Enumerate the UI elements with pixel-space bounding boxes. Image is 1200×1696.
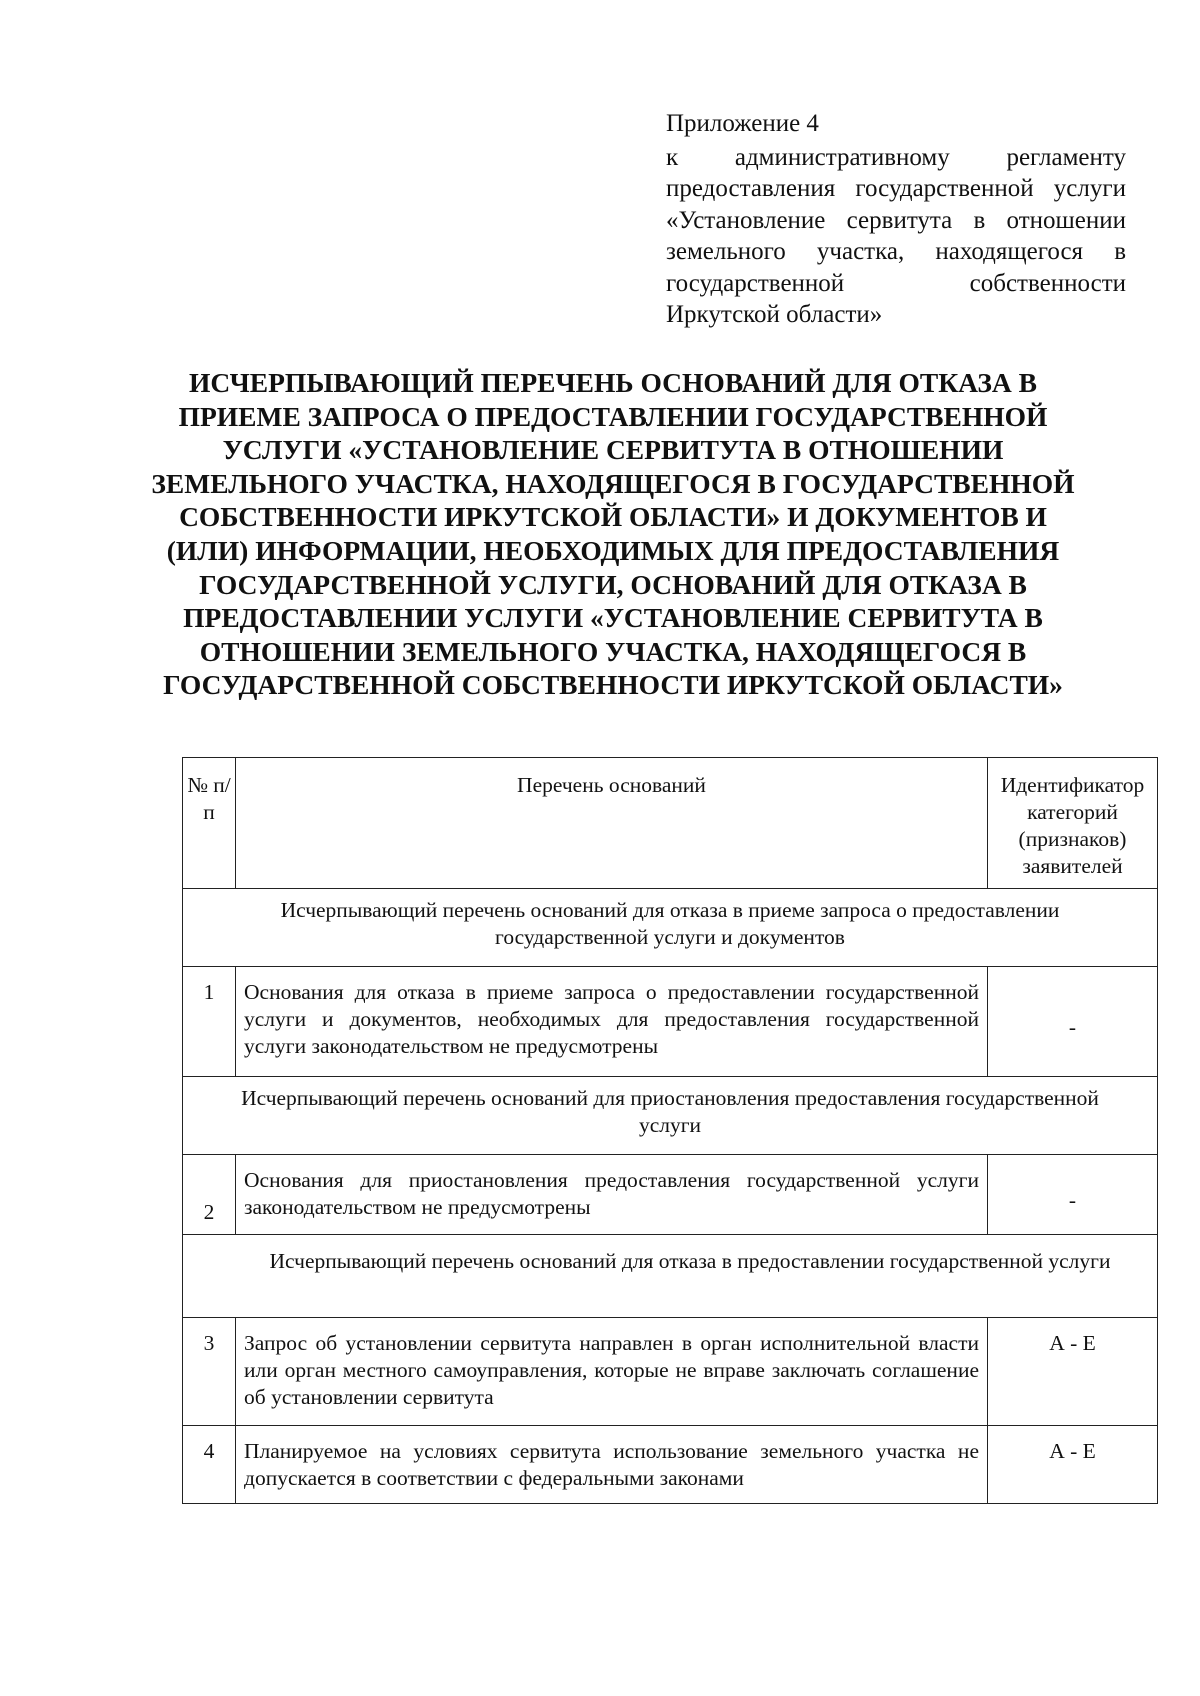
row-identifier: - bbox=[988, 1155, 1158, 1235]
row-reason: Планируемое на условиях сервитута использование земельного участка не допускается в соответствии с федеральными законами bbox=[236, 1426, 988, 1504]
section-row bbox=[183, 1235, 1158, 1318]
document-title: ИСЧЕРПЫВАЮЩИЙ ПЕРЕЧЕНЬ ОСНОВАНИЙ ДЛЯ ОТКАЗА В ПРИЕМЕ ЗАПРОСА О ПРЕДОСТАВЛЕНИИ ГОСУДАРСТВЕННОЙ УСЛУГИ «УСТАНОВЛЕНИЕ СЕРВИТУТА В ОТНОШЕНИИ ЗЕМЕЛЬНОГО УЧАСТКА, НАХОДЯЩЕГОСЯ В ГОСУДАРСТВЕННОЙ СОБСТВЕННОСТИ ИРКУТСКОЙ ОБЛАСТИ» И ДОКУМЕНТОВ И (ИЛИ) ИНФОРМАЦИИ, НЕОБХОДИМЫХ ДЛЯ ПРЕДОСТАВЛЕНИЯ ГОСУДАРСТВЕННОЙ УСЛУГИ, ОСНОВАНИЙ ДЛЯ ОТКАЗА В ПРЕДОСТАВЛЕНИИ УСЛУГИ «УСТАНОВЛЕНИЕ СЕРВИТУТА В ОТНОШЕНИИ ЗЕМЕЛЬНОГО УЧАСТКА, НАХОДЯЩЕГОСЯ В ГОСУДАРСТВЕННОЙ СОБСТВЕННОСТИ ИРКУТСКОЙ ОБЛАСТИ» bbox=[151, 367, 1075, 701]
row-num: 2 bbox=[183, 1155, 236, 1235]
table-row bbox=[183, 1318, 1158, 1426]
section-heading: Исчерпывающий перечень оснований для отказа в приеме запроса о предоставлении государственной услуги и документов bbox=[183, 889, 1158, 967]
section-heading: Исчерпывающий перечень оснований для отказа в предоставлении государственной услуги bbox=[183, 1235, 1158, 1318]
row-num: 3 bbox=[183, 1318, 236, 1426]
table-row bbox=[183, 1426, 1158, 1504]
appendix-reference bbox=[666, 108, 1126, 331]
appendix-text: к административному регламенту предоставления государственной услуги «Установление сервитута в отношении земельного участка, находящегося в государственной собственности Иркутской области» bbox=[666, 143, 1126, 328]
row-identifier: А - Е bbox=[988, 1318, 1158, 1426]
row-reason: Запрос об установлении сервитута направлен в орган исполнительной власти или орган местного самоуправления, которые не вправе заключать соглашение об установлении сервитута bbox=[236, 1318, 988, 1426]
header-identifier: Идентификатор категорий (признаков) заявителей bbox=[988, 758, 1158, 889]
appendix-number: Приложение 4 bbox=[666, 110, 819, 137]
section-heading: Исчерпывающий перечень оснований для приостановления предоставления государственной услуги bbox=[183, 1077, 1158, 1155]
row-reason: Основания для приостановления предоставления государственной услуги законодательством не предусмотрены bbox=[236, 1155, 988, 1235]
row-reason: Основания для отказа в приеме запроса о предоставлении государственной услуги и документов, необходимых для предоставления государственной услуги законодательством не предусмотрены bbox=[236, 967, 988, 1077]
section-row bbox=[183, 889, 1158, 967]
header-num: № п/п bbox=[183, 758, 236, 889]
section-row bbox=[183, 1077, 1158, 1155]
table-header-row bbox=[183, 758, 1158, 889]
row-num: 1 bbox=[183, 967, 236, 1077]
header-reason: Перечень оснований bbox=[236, 758, 988, 889]
table-row bbox=[183, 1155, 1158, 1235]
grounds-table bbox=[182, 757, 1158, 1504]
row-identifier: - bbox=[988, 967, 1158, 1077]
table-row bbox=[183, 967, 1158, 1077]
row-identifier: А - Е bbox=[988, 1426, 1158, 1504]
row-num: 4 bbox=[183, 1426, 236, 1504]
